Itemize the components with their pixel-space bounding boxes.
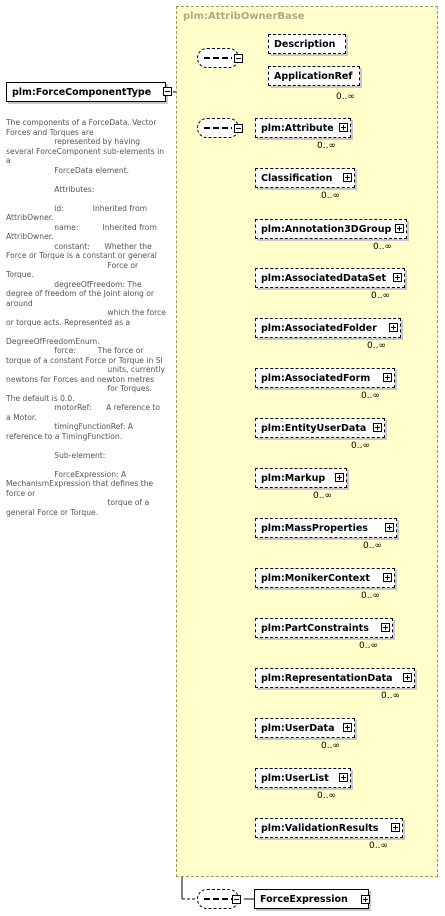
- cardinality-label: 0..∞: [317, 141, 336, 151]
- element-annotation3d-group[interactable]: plm:Annotation3DGroup: [255, 219, 407, 239]
- expand-icon[interactable]: [391, 823, 400, 832]
- cardinality-label: 0..∞: [351, 441, 370, 451]
- expand-icon[interactable]: [343, 723, 352, 732]
- expand-icon[interactable]: [383, 573, 392, 582]
- cardinality-label: 0..∞: [373, 242, 392, 252]
- element-validation-results[interactable]: plm:ValidationResults: [255, 818, 403, 838]
- expand-icon[interactable]: [343, 173, 352, 182]
- expand-icon[interactable]: [339, 773, 348, 782]
- expand-icon[interactable]: [339, 123, 348, 132]
- expand-icon[interactable]: [389, 323, 398, 332]
- expand-icon[interactable]: [381, 623, 390, 632]
- element-classification[interactable]: Classification: [255, 168, 355, 188]
- cardinality-label: 0..∞: [367, 341, 386, 351]
- collapse-icon[interactable]: [234, 124, 243, 133]
- cardinality-label: 0..∞: [369, 841, 388, 851]
- sequence-compositor-1[interactable]: [197, 48, 239, 68]
- cardinality-label: 0..∞: [313, 491, 332, 501]
- cardinality-label: 0..∞: [363, 541, 382, 551]
- root-element-box[interactable]: [6, 82, 166, 102]
- element-description[interactable]: Description: [268, 34, 346, 54]
- collapse-icon[interactable]: [234, 54, 243, 63]
- cardinality-label: 0..∞: [359, 641, 378, 651]
- element-associated-form[interactable]: plm:AssociatedForm: [255, 368, 395, 388]
- expand-icon[interactable]: [335, 473, 344, 482]
- element-user-data[interactable]: plm:UserData: [255, 718, 355, 738]
- element-entity-user-data[interactable]: plm:EntityUserData: [255, 418, 385, 438]
- cardinality-label: 0..∞: [361, 391, 380, 401]
- cardinality-label: 0..∞: [321, 191, 340, 201]
- element-user-list[interactable]: plm:UserList: [255, 768, 351, 788]
- element-mass-properties[interactable]: plm:MassProperties: [255, 518, 397, 538]
- collapse-icon[interactable]: [232, 895, 241, 904]
- element-associated-folder[interactable]: plm:AssociatedFolder: [255, 318, 401, 338]
- expand-icon[interactable]: [383, 373, 392, 382]
- root-element-label: plm:ForceComponentType: [12, 86, 152, 98]
- expand-icon[interactable]: [373, 423, 382, 432]
- element-representation-data[interactable]: plm:RepresentationData: [255, 668, 415, 688]
- cardinality-label: 0..∞: [361, 591, 380, 601]
- element-attribute[interactable]: plm:Attribute: [255, 118, 351, 138]
- element-application-ref[interactable]: ApplicationRef: [268, 66, 360, 86]
- cardinality-label: 0..∞: [321, 741, 340, 751]
- collapse-icon[interactable]: [163, 87, 172, 96]
- element-associated-data-set[interactable]: plm:AssociatedDataSet: [255, 268, 405, 288]
- element-force-expression[interactable]: ForceExpression: [254, 889, 369, 909]
- expand-icon[interactable]: [395, 224, 404, 233]
- sequence-compositor-2[interactable]: [197, 118, 239, 138]
- element-moniker-context[interactable]: plm:MonikerContext: [255, 568, 395, 588]
- expand-icon[interactable]: [393, 273, 402, 282]
- element-part-constraints[interactable]: plm:PartConstraints: [255, 618, 393, 638]
- cardinality-label: 0..∞: [371, 291, 390, 301]
- expand-icon[interactable]: [403, 673, 412, 682]
- documentation-text: The components of a ForceData. Vector Forces and Torques are represented by having several ForceComponent sub-elements in a ForceData element. Attributes: id: Inherited from AttribOwner. name: Inherited from AttribOwner. constant: Whether the Force or Torque is a constant or general Force or Torque. degreeOfFreedom: The degree of freedom of the Joint along or around which the force or torque acts. Represented as a DegreeOfFreedomEnum. force: The force or torque of a constant Force or Torque in SI units, currently newtons for Forces and newton metres for Torques. The default is 0.0. motorRef: A reference to a Motor. timingFunctionRef: A reference to a TimingFunction. Sub-element: ForceExpression: A MechanismExpression that defines the force or torque of a general Force or Torque.: [6, 118, 166, 517]
- cardinality-label: 0..∞: [381, 691, 400, 701]
- expand-icon[interactable]: [361, 895, 370, 904]
- expand-icon[interactable]: [385, 523, 394, 532]
- element-markup[interactable]: plm:Markup: [255, 468, 347, 488]
- base-type-label: plm:AttribOwnerBase: [183, 11, 305, 22]
- cardinality-label: 0..∞: [317, 791, 336, 801]
- cardinality-label: 0..∞: [336, 92, 355, 102]
